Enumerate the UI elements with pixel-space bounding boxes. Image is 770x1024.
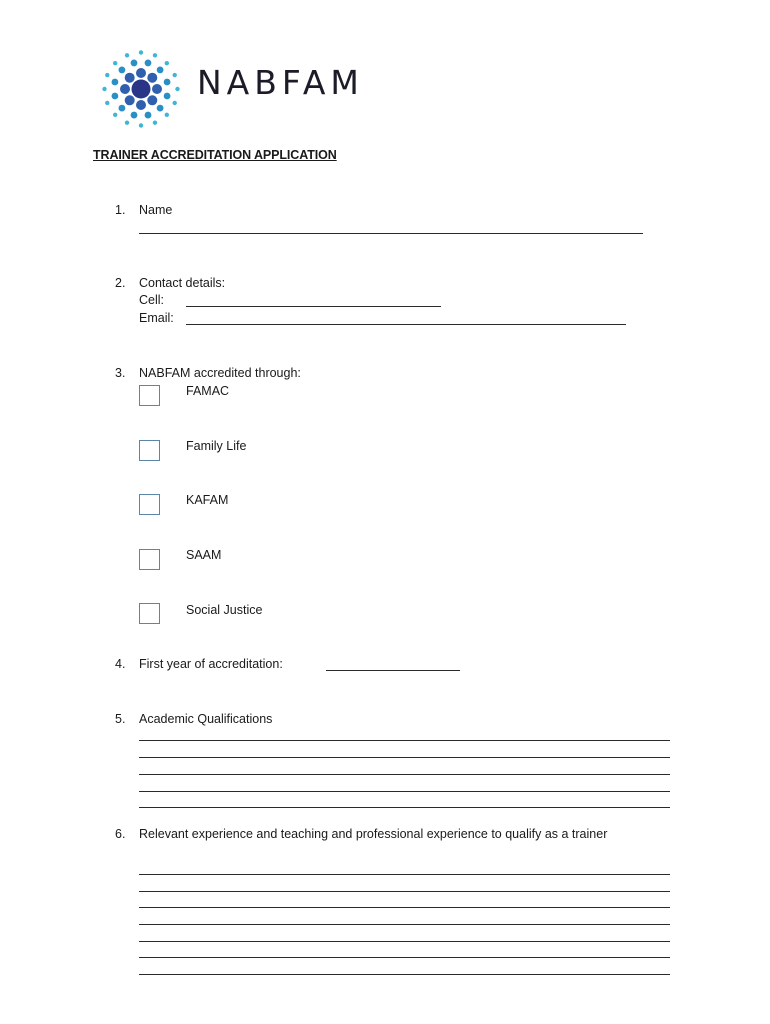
logo-dot bbox=[165, 113, 169, 117]
first-year-field[interactable] bbox=[326, 670, 460, 671]
checkbox-label-saam: SAAM bbox=[186, 548, 222, 562]
logo-dot bbox=[113, 61, 117, 65]
qualifications-line-5[interactable] bbox=[139, 807, 670, 808]
logo-dot bbox=[132, 80, 151, 99]
logo-dot bbox=[173, 73, 177, 77]
logo-dot bbox=[139, 123, 143, 127]
cell-label: Cell: bbox=[139, 293, 165, 307]
logo-dot bbox=[153, 121, 157, 125]
logo-dot bbox=[164, 93, 171, 100]
logo-dot bbox=[125, 53, 129, 57]
qualifications-line-2[interactable] bbox=[139, 757, 670, 758]
checkbox-label-famac: FAMAC bbox=[186, 384, 230, 398]
question-1-number: 1. bbox=[115, 203, 126, 217]
logo-dot bbox=[157, 67, 164, 74]
logo-dot bbox=[119, 67, 126, 74]
question-6-number: 6. bbox=[115, 827, 126, 841]
question-6-label: Relevant experience and teaching and professional experience to qualify as a trainer bbox=[139, 827, 608, 841]
question-3-label: NABFAM accredited through: bbox=[139, 366, 301, 380]
logo-dot bbox=[112, 79, 119, 86]
qualifications-line-4[interactable] bbox=[139, 791, 670, 792]
question-4-label: First year of accreditation: bbox=[139, 657, 283, 671]
question-5-label: Academic Qualifications bbox=[139, 712, 273, 726]
logo-dot bbox=[164, 79, 171, 86]
experience-line-4[interactable] bbox=[139, 924, 670, 925]
nabfam-logo bbox=[98, 48, 184, 130]
qualifications-line-3[interactable] bbox=[139, 774, 670, 775]
logo-dot bbox=[120, 84, 130, 94]
experience-line-6[interactable] bbox=[139, 957, 670, 958]
logo-dot bbox=[131, 112, 138, 119]
question-1-label: Name bbox=[139, 203, 173, 217]
logo-dot bbox=[125, 121, 129, 125]
logo-dot bbox=[105, 73, 109, 77]
email-field[interactable] bbox=[186, 324, 626, 325]
logo-dot bbox=[145, 60, 152, 67]
logo-dot bbox=[136, 68, 146, 78]
experience-line-1[interactable] bbox=[139, 874, 670, 875]
brand-name: NABFAM bbox=[197, 63, 364, 102]
logo-dot bbox=[113, 113, 117, 117]
email-label: Email: bbox=[139, 311, 174, 325]
logo-dot bbox=[131, 60, 138, 67]
checkbox-label-kafam: KAFAM bbox=[186, 493, 229, 507]
logo-dot bbox=[152, 84, 162, 94]
logo-dot bbox=[145, 112, 152, 119]
logo-dot bbox=[125, 73, 135, 83]
logo-dot bbox=[157, 105, 164, 112]
logo-dot bbox=[139, 50, 143, 54]
question-5-number: 5. bbox=[115, 712, 126, 726]
experience-line-3[interactable] bbox=[139, 907, 670, 908]
logo-dot bbox=[165, 61, 169, 65]
name-field[interactable] bbox=[139, 233, 643, 234]
experience-line-7[interactable] bbox=[139, 974, 670, 975]
logo-dot bbox=[105, 101, 109, 105]
logo-dot bbox=[147, 95, 157, 105]
logo-dot bbox=[112, 93, 119, 100]
logo-dot bbox=[102, 87, 106, 91]
question-4-number: 4. bbox=[115, 657, 126, 671]
logo-dot bbox=[136, 100, 146, 110]
question-2-label: Contact details: bbox=[139, 276, 226, 290]
checkbox-family-life[interactable] bbox=[139, 440, 160, 461]
logo-dot bbox=[153, 53, 157, 57]
checkbox-kafam[interactable] bbox=[139, 494, 160, 515]
experience-line-5[interactable] bbox=[139, 941, 670, 942]
experience-line-2[interactable] bbox=[139, 891, 670, 892]
qualifications-line-1[interactable] bbox=[139, 740, 670, 741]
cell-field[interactable] bbox=[186, 306, 441, 307]
form-title: TRAINER ACCREDITATION APPLICATION bbox=[93, 148, 337, 162]
checkbox-saam[interactable] bbox=[139, 549, 160, 570]
logo-dot bbox=[125, 95, 135, 105]
checkbox-label-social-justice: Social Justice bbox=[186, 603, 263, 617]
logo-dot bbox=[175, 87, 179, 91]
checkbox-social-justice[interactable] bbox=[139, 603, 160, 624]
checkbox-label-family-life: Family Life bbox=[186, 439, 247, 453]
logo-dot bbox=[173, 101, 177, 105]
logo-dot bbox=[119, 105, 126, 112]
checkbox-famac[interactable] bbox=[139, 385, 160, 406]
question-3-number: 3. bbox=[115, 366, 126, 380]
question-2-number: 2. bbox=[115, 276, 126, 290]
logo-dot bbox=[147, 73, 157, 83]
